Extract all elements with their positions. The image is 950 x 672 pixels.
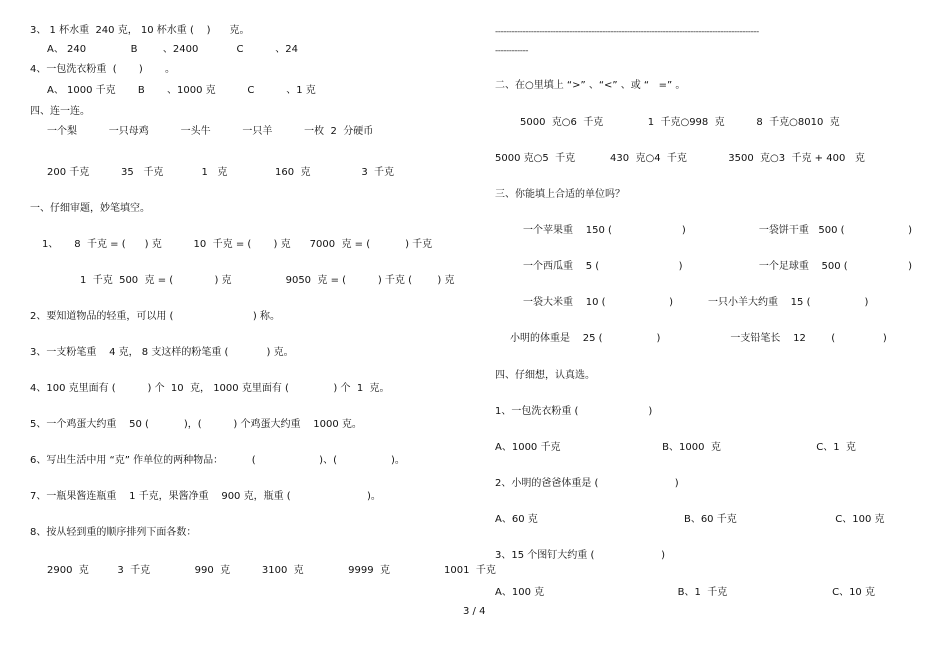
page-number: 3 / 4 [463, 606, 486, 617]
compare-row-1: 5000 克○6 千克 1 千克○998 克 8 千克○8010 克 [520, 117, 840, 128]
question-4: 4、一包洗衣粉重 ( ) 。 [30, 64, 176, 75]
fill-question-1b: 1 千克 500 克 = ( ) 克 9050 克 = ( ) 千克 ( ) 克 [80, 275, 455, 286]
question-3-options: A、 240 B 、2400 C 、24 [47, 44, 298, 55]
section-1-title: 一、仔细审题，妙笔填空。 [30, 203, 150, 214]
unit-row-2: 一个西瓜重 5 ( ) 一个足球重 500 ( ) [523, 261, 912, 272]
separator-dashes: ------------------------------------------------------------------------------------------------ [495, 27, 759, 37]
section-4-choice-title: 四、仔细想，认真选。 [495, 370, 595, 381]
choice-question-1-options: A、1000 千克 B、1000 克 C、1 克 [495, 442, 856, 453]
fill-question-5: 5、一个鸡蛋大约重 50 ( )，( ) 个鸡蛋大约重 1000 克。 [30, 419, 362, 430]
section-3-title: 三、你能填上合适的单位吗？ [495, 189, 625, 200]
question-3: 3、 1 杯水重 240 克， 10 杯水重 ( ) 克。 [30, 25, 250, 36]
question-4-options: A、 1000 千克 B 、1000 克 C 、1 克 [47, 85, 316, 96]
section-4-title: 四、连一连。 [30, 106, 90, 117]
choice-question-2: 2、小明的爸爸体重是 ( ) [495, 478, 679, 489]
match-items: 一个梨 一只母鸡 一头牛 一只羊 一枚 2 分硬币 [47, 126, 374, 137]
unit-row-1: 一个苹果重 150 ( ) 一袋饼干重 500 ( ) [523, 225, 913, 236]
fill-question-3: 3、一支粉笔重 4 克， 8 支这样的粉笔重 ( ) 克。 [30, 347, 294, 358]
fill-question-7: 7、一瓶果酱连瓶重 1 千克，果酱净重 900 克，瓶重 ( )。 [30, 491, 381, 502]
compare-row-2: 5000 克○5 千克 430 克○4 千克 3500 克○3 千克 + 400 克 [495, 153, 865, 164]
section-2-title: 二、在○里填上 “>” 、“<” 、或 “ =” 。 [495, 80, 686, 91]
fill-question-1: 1、 8 千克 = ( ) 克 10 千克 = ( ) 克 7000 克 = ( ) 千克 [42, 239, 433, 250]
fill-question-4: 4、100 克里面有 ( ) 个 10 克， 1000 克里面有 ( ) 个 1 克。 [30, 383, 390, 394]
fill-question-8-numbers: 2900 克 3 千克 990 克 3100 克 9999 克 1001 千克 [47, 565, 496, 576]
unit-row-3: 一袋大米重 10 ( ) 一只小羊大约重 15 ( ) [523, 297, 869, 308]
choice-question-1: 1、一包洗衣粉重 ( ) [495, 406, 653, 417]
separator-dashes-short: ------------ [495, 46, 528, 56]
fill-question-6: 6、写出生活中用 “克” 作单位的两种物品： ( )、( )。 [30, 455, 405, 466]
choice-question-2-options: A、60 克 B、60 千克 C、100 克 [495, 514, 885, 525]
match-weights: 200 千克 35 千克 1 克 160 克 3 千克 [47, 167, 395, 178]
fill-question-8: 8、按从轻到重的顺序排列下面各数： [30, 527, 197, 538]
unit-row-4: 小明的体重是 25 ( ) 一支铅笔长 12 ( ) [510, 333, 887, 344]
fill-question-2: 2、要知道物品的轻重，可以用 ( ) 称。 [30, 311, 280, 322]
choice-question-3-options: A、100 克 B、1 千克 C、10 克 [495, 587, 875, 598]
choice-question-3: 3、15 个图钉大约重 ( ) [495, 550, 665, 561]
